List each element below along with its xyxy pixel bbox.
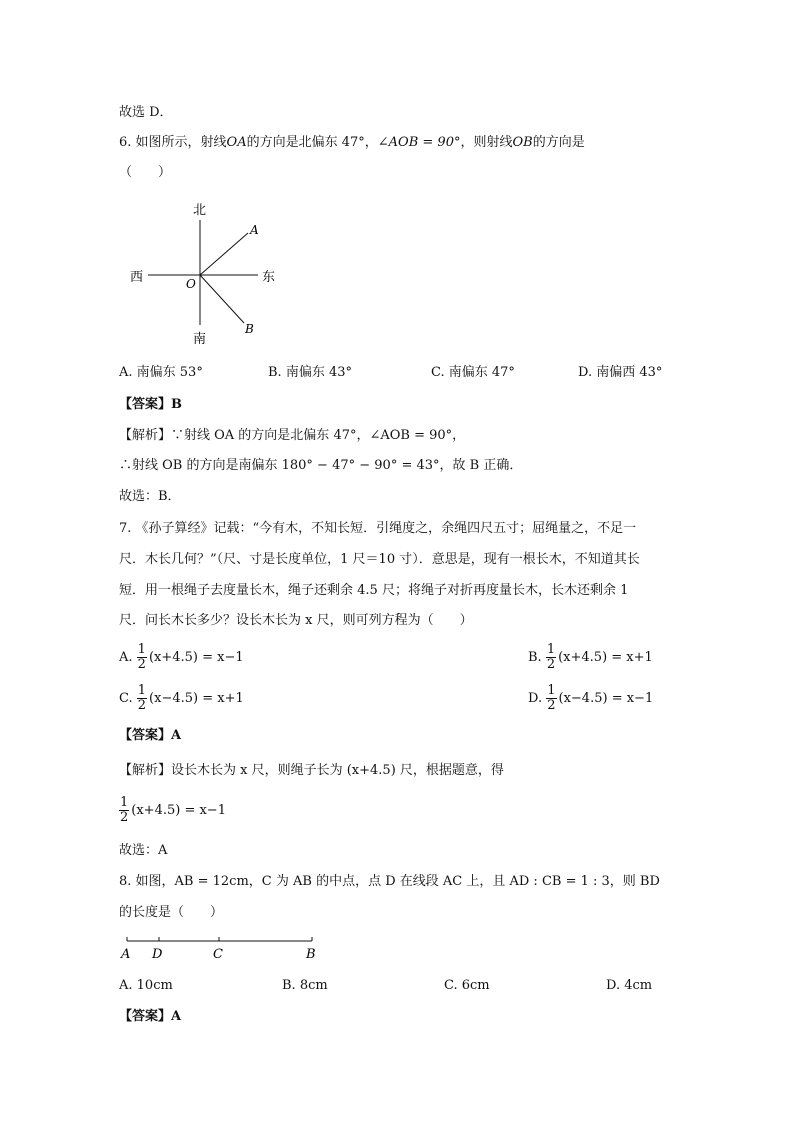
label-b: B [306,947,316,962]
q7-option-c-body: (x−4.5) = x+1 [149,691,244,706]
q6-analysis-2: ∴射线 OB 的方向是南偏东 180° − 47° − 90° = 43°，故 B 正确． [119,458,523,473]
q8-option-d: D. 4cm [606,978,653,993]
q6-option-a: A. 南偏东 53° [119,365,203,380]
label-south: 南 [193,332,207,347]
q7-equation-body: (x+4.5) = x−1 [131,803,226,818]
q8-segment-figure [115,930,335,964]
q7-option-c [119,684,244,713]
q7-option-b-label: B. [528,650,542,665]
q7-analysis: 【解析】设长木长为 x 尺，则绳子长为 (x+4.5) 尺，根据题意，得 [119,763,504,778]
q8-option-c: C. 6cm [444,978,490,993]
q6-blank: （ ） [119,165,172,180]
q6-stem-end: 的方向是 [532,135,585,150]
label-b: B [245,322,254,336]
frac-num: 1 [546,642,556,657]
q6-option-d: D. 南偏西 43° [578,365,663,380]
q6-answer: 【答案】B [119,397,182,412]
q8-option-a: A. 10cm [119,978,173,993]
fraction-half [137,684,147,713]
q6-conclusion: 故选：B． [119,489,181,504]
q6-stem [119,134,585,152]
label-o: O [186,277,196,291]
q7-line-1: 7. 《孙子算经》记载：“今有木，不知长短．引绳度之，余绳四尺五寸；屈绳量之，不足一 [119,521,637,536]
q7-option-d-label: D. [528,691,543,706]
q7-answer: 【答案】A [119,728,182,743]
frac-num: 1 [137,642,146,657]
q7-option-c-label: C. [119,691,133,706]
label-a: A [250,223,259,237]
q6-compass-figure [120,195,290,350]
q7-conclusion: 故选：A [119,843,168,858]
fraction-half [546,643,556,672]
q7-option-a [119,643,244,672]
label-east: 东 [262,270,276,285]
label-west: 西 [130,270,144,285]
q8-line-2: 的长度是（ ） [119,905,224,920]
q7-line-4: 尺．问长木长多少？设长木长为 x 尺，则可列方程为（ ） [119,613,473,628]
frac-num: 1 [137,683,147,698]
ray-oa [200,233,248,275]
q6-ray-oa: OA [226,135,247,150]
q7-option-a-body: (x+4.5) = x−1 [148,650,244,665]
frac-den: 2 [546,657,556,672]
q8-answer: 【答案】A [119,1009,182,1024]
q6-stem-pre: 6. 如图所示，射线 [119,135,227,150]
q7-option-b [528,643,653,672]
fraction-half [119,796,129,825]
q6-option-c: C. 南偏东 47° [431,365,515,380]
frac-num: 1 [547,683,556,698]
q8-option-b: B. 8cm [282,978,328,993]
q7-line-2: 尺．木长几何？”（尺、寸是长度单位，1 尺＝10 寸）．意思是，现有一根长木，不知道其长 [119,552,640,567]
q7-option-d [528,684,653,713]
label-c: C [213,947,223,962]
ray-ob [200,275,244,323]
label-north: 北 [193,203,207,218]
frac-num: 1 [120,795,129,810]
q6-stem-post: ，则射线 [460,135,513,150]
q7-option-b-body: (x+4.5) = x+1 [558,650,653,665]
q7-option-d-body: (x−4.5) = x−1 [558,691,654,706]
frac-den: 2 [137,698,147,713]
q6-analysis-1: 【解析】∵射线 OA 的方向是北偏东 47°，∠AOB = 90°， [119,428,466,443]
q6-stem-mid: 的方向是北偏东 47°， [246,135,378,150]
fraction-half [137,643,147,672]
label-a: A [121,947,131,962]
q8-line-1: 8. 如图，AB = 12cm，C 为 AB 的中点，点 D 在线段 AC 上，且 AD : CB = 1 : 3，则 BD [119,874,660,889]
q6-option-b: B. 南偏东 43° [268,365,352,380]
q7-equation [119,796,226,825]
frac-den: 2 [137,657,146,672]
frac-den: 2 [547,698,556,713]
q6-angle: ∠AOB = 90° [377,135,461,150]
frac-den: 2 [120,810,129,825]
label-d: D [152,947,163,962]
q6-ray-ob: OB [512,135,533,150]
q7-line-3: 短．用一根绳子去度量长木，绳子还剩余 4.5 尺；将绳子对折再度量长木，长木还剩余 1 [119,583,629,598]
fraction-half [546,684,556,713]
q7-option-a-label: A. [119,650,133,665]
q5-conclusion: 故选 D． [119,105,173,120]
